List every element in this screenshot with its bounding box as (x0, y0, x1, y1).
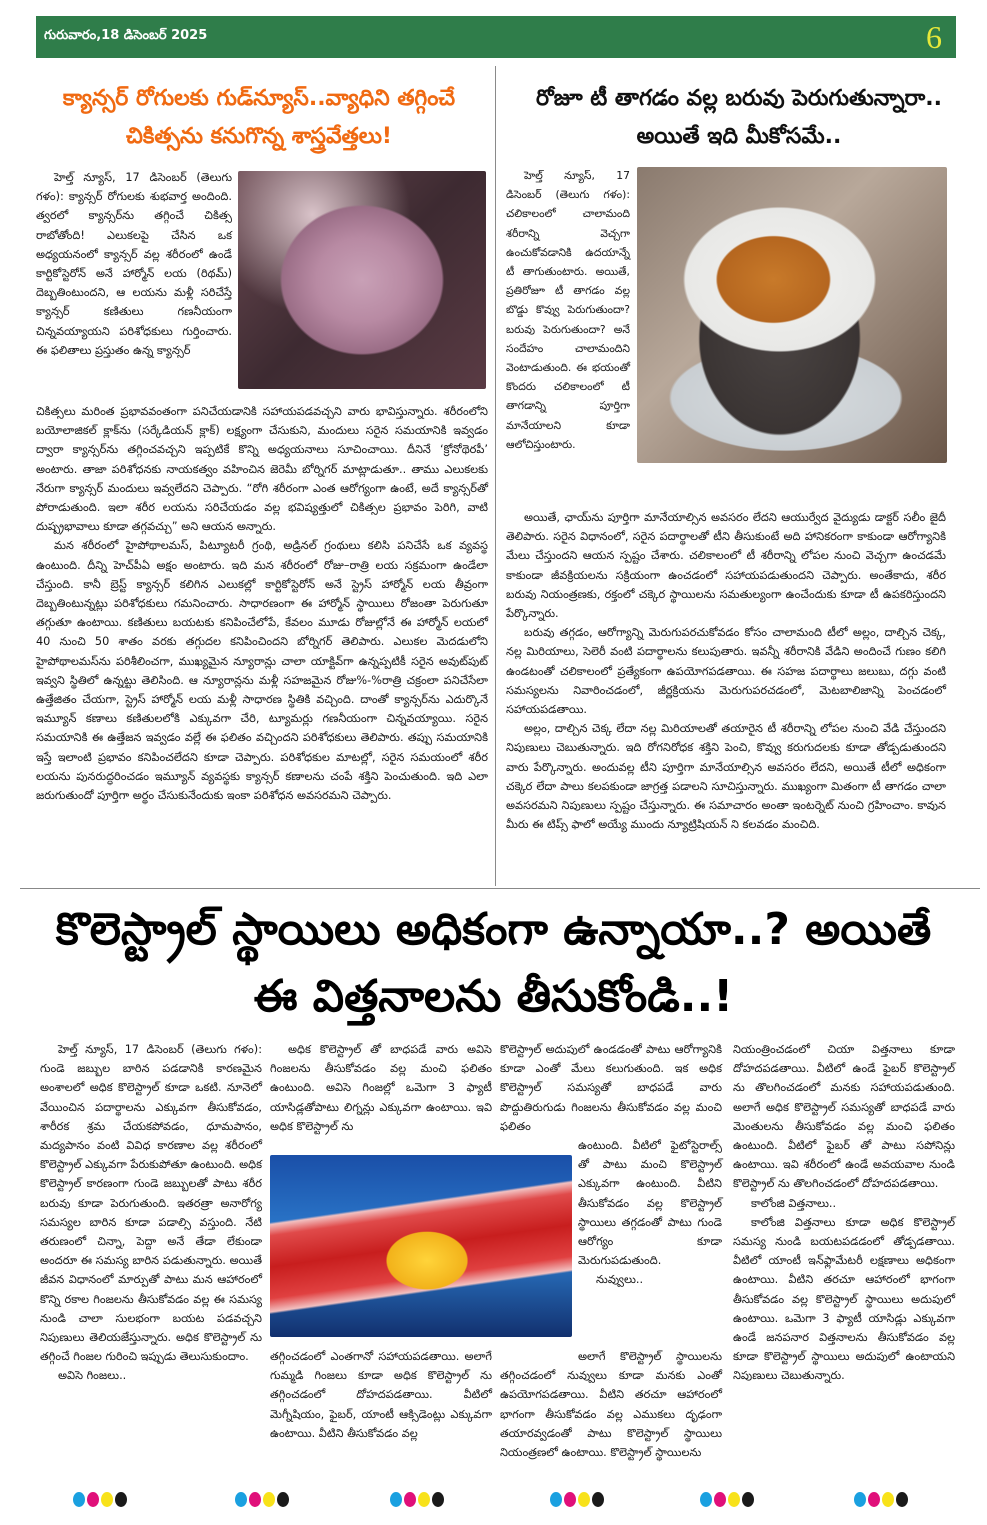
cyan-dot (390, 1492, 402, 1507)
page-number: 6 (926, 19, 942, 55)
article-headline (502, 80, 976, 156)
body-paragraph: తగ్గించడంలో ఎంతగానో సహాయపడతాయి. అలాగే గుమ్మడి గింజలు కూడా అధిక కొలెస్ట్రాల్ ను తగ్గించడంలో దోహదపడతాయి. వీటిలో మెగ్నీషియం, ఫైబర్, యాంటీ ఆక్సిడెంట్లు ఎక్కువగా ఉంటాయి. వీటిని తీసుకోవడం వల్ల (270, 1350, 492, 1440)
yellow-dot (263, 1492, 275, 1507)
yellow-dot (882, 1492, 894, 1507)
body-paragraph: ఉంటుంది. వీటిలో ఫైటోస్టెరాల్స్ తో పాటు మంచి కొలెస్ట్రాల్ ఎక్కువగా ఉంటుంది. వీటిని తీసుకోవడం వల్ల కొలెస్ట్రాల్ స్థాయిలు తగ్గడంతో పాటు గుండె ఆరోగ్యం కూడా మెరుగుపడుతుంది. (578, 1139, 722, 1268)
cholesterol-headline-line-2: ఈ విత్తనాలను తీసుకోండి..! (253, 971, 734, 1022)
article-body (506, 508, 946, 834)
body-paragraph: అల్లం, దాల్చిన చెక్క లేదా నల్ల మిరియాలతో తయారైన టీ శరీరాన్ని లోపల నుంచి వేడి చేస్తుందని నిపుణులు చెబుతున్నారు. ఇది రోగనిరోధక శక్తిని పెంచి, కొవ్వు కరుగుదలకు కూడా తోడ్పడుతుందని వారు పేర్కొన్నారు. అందువల్ల టీని పూర్తిగా మానేయాల్సిన అవసరం లేదని, అయితే టీలో అధికంగా చక్కెర లేదా పాలు కలపకుండా జాగ్రత్త పడాలని సూచిస్తున్నారు. ముఖ్యంగా మితంగా టీ తాగడం చాలా అవసరమని నిపుణులు స్పష్టం చేస్తున్నారు. ఈ సమాచారం అంతా ఇంటర్నెట్ నుంచి గ్రహించాం. కావున మీరు ఈ టిప్స్ ఫాలో అయ్యే ముందు న్యూట్రిషియన్ ని కలవడం మంచిది. (506, 722, 946, 832)
body-paragraph: కొలెస్ట్రాల్ అదుపులో ఉండడంతో పాటు ఆరోగ్యానికి కూడా ఎంతో మేలు కలుగుతుంది. ఇక అధిక కొలెస్ట్రాల్ సమస్యతో బాధపడే వారు పొద్దుతిరుగుడు గింజలను తీసుకోవడం వల్ల మంచి ఫలితం (500, 1043, 722, 1133)
registration-marks (854, 1492, 908, 1507)
body-paragraph: అలాగే కొలెస్ట్రాల్ స్థాయిలను తగ్గించడంలో నువ్వులు కూడా మనకు ఎంతో ఉపయోగపడతాయి. వీటిని తరచూ ఆహారంలో భాగంగా తీసుకోవడం వల్ల ఎముకలు దృఢంగా తయారవ్వడంతో పాటు కొలెస్ట్రాల్ స్థాయిలు నియంత్రణలో ఉంటాయి. కొలెస్ట్రాల్ స్థాయిలను (500, 1350, 722, 1460)
cholesterol-column-3 (500, 1040, 722, 1136)
cholesterol-column-3-bottom (500, 1347, 722, 1462)
black-dot (115, 1492, 127, 1507)
body-paragraph: చికిత్సలు మరింత ప్రభావవంతంగా పనిచేయడానికి సహాయపడవచ్చని వారు భావిస్తున్నారు. శరీరంలోని బయోలాజికల్ క్లాక్‌ను (సర్కేడియన్ క్లాక్) లక్ష్యంగా చేసుకుని, మందులు సరైన సమయానికి ఇవ్వడం ద్వారా క్యాన్సర్‌ను తగ్గించవచ్చని ఇప్పటికే కొన్ని అధ్యయనాలు సూచించాయి. దీనినే ‘క్రోనోథెరపీ’ అంటారు. తాజా పరిశోధనకు నాయకత్వం వహించిన జెరెమీ బోర్నిగర్ మాట్లాడుతూ.. తాము ఎలుకలకు నేరుగా క్యాన్సర్ మందులు ఇవ్వలేదని చెప్పారు. “రోగి శరీరంగా ఎంత ఆరోగ్యంగా ఉంటే, అదే క్యాన్సర్‌తో పోరాడుతుంది. ఇలా శరీర లయను సరిచేయడం వల్ల భవిష్యత్తులో చికిత్సల ప్రభావం పెరిగి, వాటి దుష్ప్రభావాలు కూడా తగ్గవచ్చు” అని ఆయన అన్నారు. (36, 405, 488, 534)
magenta-dot (714, 1492, 726, 1507)
cyan-dot (700, 1492, 712, 1507)
registration-marks (700, 1492, 754, 1507)
black-dot (896, 1492, 908, 1507)
black-dot (432, 1492, 444, 1507)
section-divider (20, 888, 980, 889)
subheading: నువ్వులు.. (596, 1273, 644, 1287)
cholesterol-headline-line-1: కొలెస్ట్రాల్ స్థాయిలు అధికంగా ఉన్నాయా..? అయితే (55, 904, 932, 955)
body-paragraph: అయితే, ఛాయ్‌ను పూర్తిగా మానేయాల్సిన అవసరం లేదని ఆయుర్వేద వైద్యుడు డాక్టర్ సలీం జైదీ తెలిపారు. సరైన విధానంలో, సరైన పదార్థాలతో టీని తీసుకుంటే అది హానికరంగా కాకుండా ఆరోగ్యానికి మేలు చేస్తుందని ఆయన స్పష్టం చేశారు. చలికాలంలో టీ శరీరాన్ని లోపల నుంచి వెచ్చగా ఉంచడమే కాకుండా జీవక్రియలను సక్రియంగా ఉంచడంలో సహాయపడుతుందని చెప్పారు. అంతేకాదు, శరీర బరువు నియంత్రణకు, రక్తంలో చక్కెర స్థాయిలను సమతుల్యంగా ఉంచేందుకు కూడా టీ ఉపకరిస్తుందని పేర్కొన్నారు. (506, 511, 946, 621)
cyan-dot (235, 1492, 247, 1507)
intro-paragraph: హెల్త్ న్యూస్, 17 డిసెంబర్ (తెలుగు గళం): క్యాన్సర్ రోగులకు శుభవార్త అందింది. త్వరలో క్యాన్సర్‌ను తగ్గించే చికిత్స రాబోతోంది! ఎలుకలపై చేసిన ఒక అధ్యయనంలో క్యాన్సర్ వల్ల శరీరంలో ఉండే కార్టికోస్టెరోన్ అనే హార్మోన్ లయ (రిథమ్) దెబ్బతింటుందని, ఆ లయను మళ్లీ సరిచేస్తే క్యాన్సర్ కణితులు గణనీయంగా చిన్నవయ్యాయని పరిశోధకులు గుర్తించారు. ఈ ఫలితాలు ప్రస్తుతం ఉన్న క్యాన్సర్ (36, 171, 232, 357)
masthead-bar (36, 16, 956, 58)
black-dot (277, 1492, 289, 1507)
cholesterol-column-2-bottom (270, 1347, 492, 1443)
cholesterol-column-4 (733, 1040, 955, 1386)
cyan-dot (73, 1492, 85, 1507)
intro-paragraph: హెల్త్ న్యూస్, 17 డిసెంబర్ (తెలుగు గళం): చలికాలంలో చాలామంది శరీరాన్ని వెచ్చగా ఉంచుకోవడానికి ఉదయాన్నే టీ తాగుతుంటారు. అయితే, ప్రతిరోజూ టీ తాగడం వల్ల బొడ్డు కొవ్వు పెరుగుతుందా? బరువు పెరుగుతుందా? అనే సందేహం చాలామందిని వెంటాడుతుంది. ఈ భయంతో కొందరు చలికాలంలో టీ తాగడాన్ని పూర్తిగా మానేయాలని కూడా ఆలోచిస్తుంటారు. (506, 169, 630, 451)
black-dot (592, 1492, 604, 1507)
registration-marks (550, 1492, 604, 1507)
body-paragraph: బరువు తగ్గడం, ఆరోగ్యాన్ని మెరుగుపరచుకోవడం కోసం చాలామంది టీలో అల్లం, దాల్చిన చెక్క, నల్ల మిరియాలు, సెలెరీ వంటి పదార్థాలను కలుపుతారు. ఇవన్నీ శరీరానికి వేడిని అందించే గుణం కలిగి ఉండటంతో చలికాలంలో ప్రత్యేకంగా ఉపయోగపడతాయి. ఈ సహజ పదార్థాలు జలుబు, దగ్గు వంటి సమస్యలను నివారించడంలో, జీర్ణక్రియను మెరుగుపరచడంలో, మెటబాలిజాన్ని పెంచడంలో సహాయపడతాయి. (506, 626, 946, 717)
subheading: కాలోంజి విత్తనాలు.. (751, 1196, 837, 1210)
cholesterol-column-3-wrap (578, 1136, 722, 1290)
cyan-dot (550, 1492, 562, 1507)
yellow-dot (418, 1492, 430, 1507)
yellow-dot (101, 1492, 113, 1507)
cholesterol-column-1 (40, 1040, 262, 1386)
magenta-dot (564, 1492, 576, 1507)
body-paragraph: అధిక కొలెస్ట్రాల్ తో బాధపడే వారు అవిసె గింజలను తీసుకోవడం వల్ల మంచి ఫలితం ఉంటుంది. అవిసె గింజల్లో ఒమెగా 3 ఫ్యాటీ యాసిడ్లతోపాటు లిగ్నన్లు ఎక్కువగా ఉంటాయి. ఇవి అధిక కొలెస్ట్రాల్ ను (270, 1043, 492, 1133)
article-intro (36, 168, 232, 360)
article-headline (30, 80, 488, 156)
subheading: అవిసె గింజలు.. (58, 1369, 127, 1383)
article-tea (502, 80, 976, 156)
cancer-cell-image (238, 171, 486, 389)
headline-line-2: అయితే ఇది మీకోసమే.. (636, 124, 842, 149)
body-paragraph: కాలోంజి విత్తనాలు కూడా అధిక కొలెస్ట్రాల్ సమస్య నుండి బయటపడడంలో తోడ్పడతాయి. వీటిలో యాంటీ ఇన్‌ఫ్లామేటరీ లక్షణాలు అధికంగా ఉంటాయి. వీటిని తరచూ ఆహారంలో భాగంగా తీసుకోవడం వల్ల కొలెస్ట్రాల్ స్థాయిలు అదుపులో ఉంటాయి. ఒమెగా 3 ఫ్యాటీ యాసిడ్లు ఎక్కువగా ఉండే జనపనార విత్తనాలను తీసుకోవడం వల్ల కూడా కొలెస్ట్రాల్ స్థాయిలు అదుపులో ఉంటాయని నిపుణులు చెబుతున్నారు. (733, 1215, 955, 1383)
tea-cup-image (637, 167, 947, 463)
registration-marks (73, 1492, 127, 1507)
yellow-dot (578, 1492, 590, 1507)
registration-marks (390, 1492, 444, 1507)
artery-plaque-image (270, 1155, 572, 1337)
yellow-dot (728, 1492, 740, 1507)
cyan-dot (854, 1492, 866, 1507)
body-paragraph: హెల్త్ న్యూస్, 17 డిసెంబర్ (తెలుగు గళం): గుండె జబ్బుల బారిన పడడానికి కారణమైన అంశాలలో అధిక కొలెస్ట్రాల్ కూడా ఒకటి. నూనెలో వేయించిన పదార్థాలను ఎక్కువగా తీసుకోవడం, శారీరక శ్రమ చేయకపోవడం, ధూమపానం, మద్యపానం వంటి వివిధ కారణాల వల్ల శరీరంలో కొలెస్ట్రాల్ ఎక్కువగా పేరుకుపోతూ ఉంటుంది. అధిక కొలెస్ట్రాల్ కారణంగా గుండె జబ్బులతో పాటు శరీర బరువు కూడా పెరుగుతుంది. ఇతరత్రా అనారోగ్య సమస్యల బారిన కూడా పడాల్సి వస్తుంది. నేటి తరుణంలో చిన్నా, పెద్దా అనే తేడా లేకుండా అందరూ ఈ సమస్య బారిన పడుతున్నారు. అయితే జీవన విధానంలో మార్పుతో పాటు మన ఆహారంలో కొన్ని రకాల గింజలను తీసుకోవడం వల్ల ఈ సమస్య నుండి చాలా సులభంగా బయట పడవచ్చని నిపుణులు తెలియజేస్తున్నారు. అధిక కొలెస్ట్రాల్ ను తగ్గించే గింజల గురించి ఇప్పుడు తెలుసుకుందాం. (40, 1043, 262, 1364)
magenta-dot (249, 1492, 261, 1507)
headline-line-1: క్యాన్సర్ రోగులకు గుడ్‌న్యూస్..వ్యాధిని తగ్గించే (62, 86, 456, 111)
column-divider (495, 66, 496, 886)
black-dot (742, 1492, 754, 1507)
body-paragraph: నియంత్రించడంలో చియా విత్తనాలు కూడా దోహదపడతాయి. వీటిలో ఉండే ఫైబర్ కొలెస్ట్రాల్ ను తొలగించడంలో మనకు సహాయపడుతుంది. అలాగే అధిక కొలెస్ట్రాల్ సమస్యతో బాధపడే వారు మెంతులను తీసుకోవడం వల్ల మంచి ఫలితం ఉంటుంది. వీటిలో ఫైబర్ తో పాటు సపోనిన్లు ఉంటాయి. ఇవి శరీరంలో ఉండే అవయవాల నుండి కొలెస్ట్రాల్ ను తొలగించడంలో దోహదపడతాయి. (733, 1043, 955, 1191)
magenta-dot (404, 1492, 416, 1507)
article-intro (506, 166, 630, 454)
cholesterol-column-2 (270, 1040, 492, 1136)
magenta-dot (87, 1492, 99, 1507)
article-cancer (30, 80, 488, 156)
magenta-dot (868, 1492, 880, 1507)
headline-line-2: చికిత్సను కనుగొన్న శాస్త్రవేత్తలు! (126, 124, 392, 149)
issue-date: గురువారం,18 డిసెంబర్ 2025 (44, 28, 208, 43)
body-paragraph: మన శరీరంలో హైపోథాలమస్, పిట్యూటరీ గ్రంథి, అడ్రినల్ గ్రంథులు కలిసి పనిచేసే ఒక వ్యవస్థ ఉంటుంది. దీన్ని హెచ్‌పీఏ అక్షం అంటారు. ఇది మన శరీరంలో రోజు–రాత్రి లయ సక్రమంగా ఉండేలా చేస్తుంది. కానీ బ్రెస్ట్ క్యాన్సర్ కలిగిన ఎలుకల్లో కార్టికోస్టెరోన్ అనే స్ట్రెస్ హార్మోన్ లయ తీవ్రంగా దెబ్బతింటున్నట్లు పరిశోధకులు గమనించారు. సాధారణంగా ఈ హార్మోన్ స్థాయిలు రోజంతా పెరుగుతూ తగ్గుతూ ఉంటాయి. కణితులు బయటకు కనిపించేలోపే, కేవలం మూడు రోజుల్లోనే ఈ హార్మోన్ లయలో 40 నుంచి 50 శాతం వరకు తగ్గుదల కనిపించిందని బోర్నిగర్ తెలిపారు. ఎలుకల మెదడులోని హైపోథాలమస్‌ను పరిశీలించగా, ముఖ్యమైన న్యూరాన్లు చాలా యాక్టివ్‌గా ఉన్నప్పటికీ సరైన అవుట్‌పుట్ ఇవ్వని స్థితిలో ఉన్నట్టు తెలిసింది. ఆ న్యూరాన్లను మళ్లీ సహజమైన రోజు%-%రాత్రి చక్రంలా పనిచేసేలా ఉత్తేజితం చేయగా, స్ట్రెస్ హార్మోన్ లయ మళ్లీ సాధారణ స్థితికి వచ్చింది. దాంతో క్యాన్సర్‌ను ఎదుర్కొనే ఇమ్యూన్ కణాలు కణితులలోకి ఎక్కువగా చేరి, ట్యూమర్లు గణనీయంగా చిన్నవయ్యాయి. సరైన సమయానికి ఈ ఉత్తేజన ఇవ్వడం వల్లే ఈ ఫలితం వచ్చిందని పరిశోధకులు తెలిపారు. తప్పు సమయానికి ఇస్తే ఇలాంటి ప్రభావం కనిపించలేదని కూడా చెప్పారు. పరిశోధకుల మాటల్లో, సరైన సమయంలో శరీర లయను పునరుద్ధరించడం ఇమ్యూన్ వ్యవస్థకు క్యాన్సర్ కణాలను చంపే శక్తిని పెంచుతుంది. ఇది ఎలా జరుగుతుందో పూర్తిగా అర్థం చేసుకునేందుకు ఇంకా పరిశోధన అవసరమని చెప్పారు. (36, 539, 488, 803)
registration-marks (235, 1492, 289, 1507)
headline-line-1: రోజూ టీ తాగడం వల్ల బరువు పెరుగుతున్నారా.. (536, 86, 942, 111)
article-body (36, 402, 488, 805)
